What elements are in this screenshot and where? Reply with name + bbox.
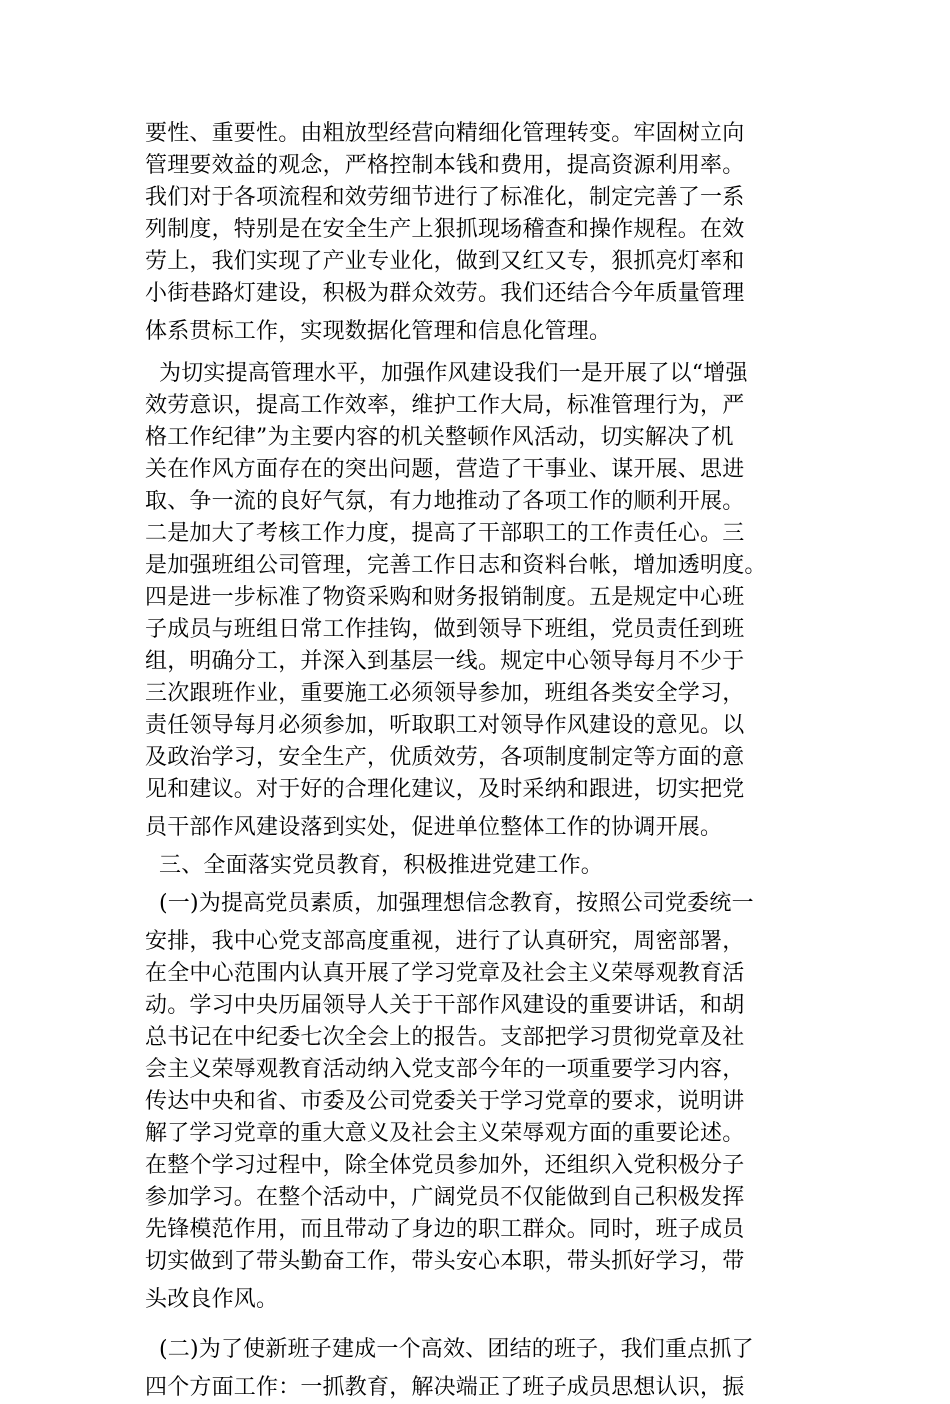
text-line: 见和建议。对于好的合理化建议，及时采纳和跟进，切实把党 <box>145 777 745 802</box>
text-line: 为切实提高管理水平，加强作风建设我们一是开展了以“增强 <box>159 361 748 386</box>
text-line: 取、争一流的良好气氛，有力地推动了各项工作的顺利开展。 <box>145 489 745 514</box>
text-line: 头改良作风。 <box>145 1287 279 1312</box>
text-line: 组，明确分工，并深入到基层一线。规定中心领导每月不少于 <box>145 649 745 674</box>
text-line: 安排，我中心党支部高度重视，进行了认真研究，周密部署， <box>145 929 745 954</box>
paragraph <box>145 358 825 844</box>
text-line: 子成员与班组日常工作挂钩，做到领导下班组，党员责任到班 <box>145 617 745 642</box>
text-line: 效劳意识，提高工作效率，维护工作大局，标准管理行为，严 <box>145 393 745 418</box>
text-line: (二)为了使新班子建成一个高效、团结的班子，我们重点抓了 <box>159 1337 754 1362</box>
text-line: 解了学习党章的重大意义及社会主义荣辱观方面的重要论述。 <box>145 1121 745 1146</box>
text-line: 二是加大了考核工作力度，提高了干部职工的工作责任心。三 <box>145 521 745 546</box>
text-line: 及政治学习，安全生产，优质效劳，各项制度制定等方面的意 <box>145 745 745 770</box>
text-line: 会主义荣辱观教育活动纳入党支部今年的一项重要学习内容， <box>145 1057 745 1082</box>
text-line: 列制度，特别是在安全生产上狠抓现场稽查和操作规程。在效 <box>145 217 745 242</box>
text-line: 三次跟班作业，重要施工必须领导参加，班组各类安全学习， <box>145 681 745 706</box>
text-line: 格工作纪律”为主要内容的机关整顿作风活动，切实解决了机 <box>145 425 734 450</box>
text-line: 传达中央和省、市委及公司党委关于学习党章的要求，说明讲 <box>145 1089 745 1114</box>
text-line: 我们对于各项流程和效劳细节进行了标准化，制定完善了一系 <box>145 185 745 210</box>
text-line: (一)为提高党员素质，加强理想信念教育，按照公司党委统一 <box>159 891 754 916</box>
text-line: 员干部作风建设落到实处，促进单位整体工作的协调开展。 <box>145 815 723 840</box>
text-line: 要性、重要性。由粗放型经营向精细化管理转变。牢固树立向 <box>145 121 745 146</box>
text-line: 在整个学习过程中，除全体党员参加外，还组织入党积极分子 <box>145 1153 745 1178</box>
text-line: 四个方面工作：一抓教育，解决端正了班子成员思想认识，振 <box>145 1375 745 1400</box>
document-page <box>145 118 825 1404</box>
text-line: 责任领导每月必须参加，听取职工对领导作风建设的意见。以 <box>145 713 745 738</box>
text-line: 四是进一步标准了物资采购和财务报销制度。五是规定中心班 <box>145 585 745 610</box>
heading-text: 三、全面落实党员教育，积极推进党建工作。 <box>159 853 604 878</box>
text-line: 小街巷路灯建设，积极为群众效劳。我们还结合今年质量管理 <box>145 281 745 306</box>
text-line: 管理要效益的观念，严格控制本钱和费用，提高资源利用率。 <box>145 153 745 178</box>
text-line: 劳上，我们实现了产业专业化，做到又红又专，狠抓亮灯率和 <box>145 249 745 274</box>
text-line: 切实做到了带头勤奋工作，带头安心本职，带头抓好学习，带 <box>145 1249 745 1274</box>
text-line: 先锋模范作用，而且带动了身边的职工群众。同时，班子成员 <box>145 1217 745 1242</box>
text-line: 在全中心范围内认真开展了学习党章及社会主义荣辱观教育活 <box>145 961 745 986</box>
text-line: 体系贯标工作，实现数据化管理和信息化管理。 <box>145 319 612 344</box>
text-line: 动。学习中央历届领导人关于干部作风建设的重要讲话，和胡 <box>145 993 745 1018</box>
text-line: 关在作风方面存在的突出问题，营造了干事业、谋开展、思进 <box>145 457 745 482</box>
text-line: 参加学习。在整个活动中，广阔党员不仅能做到自己积极发挥 <box>145 1185 745 1210</box>
paragraph <box>145 888 825 1316</box>
section-heading <box>145 850 825 882</box>
paragraph <box>145 1334 825 1404</box>
text-line: 总书记在中纪委七次全会上的报告。支部把学习贯彻党章及社 <box>145 1025 745 1050</box>
text-line: 是加强班组公司管理，完善工作日志和资料台帐，增加透明度。 <box>145 553 767 578</box>
paragraph <box>145 118 825 348</box>
